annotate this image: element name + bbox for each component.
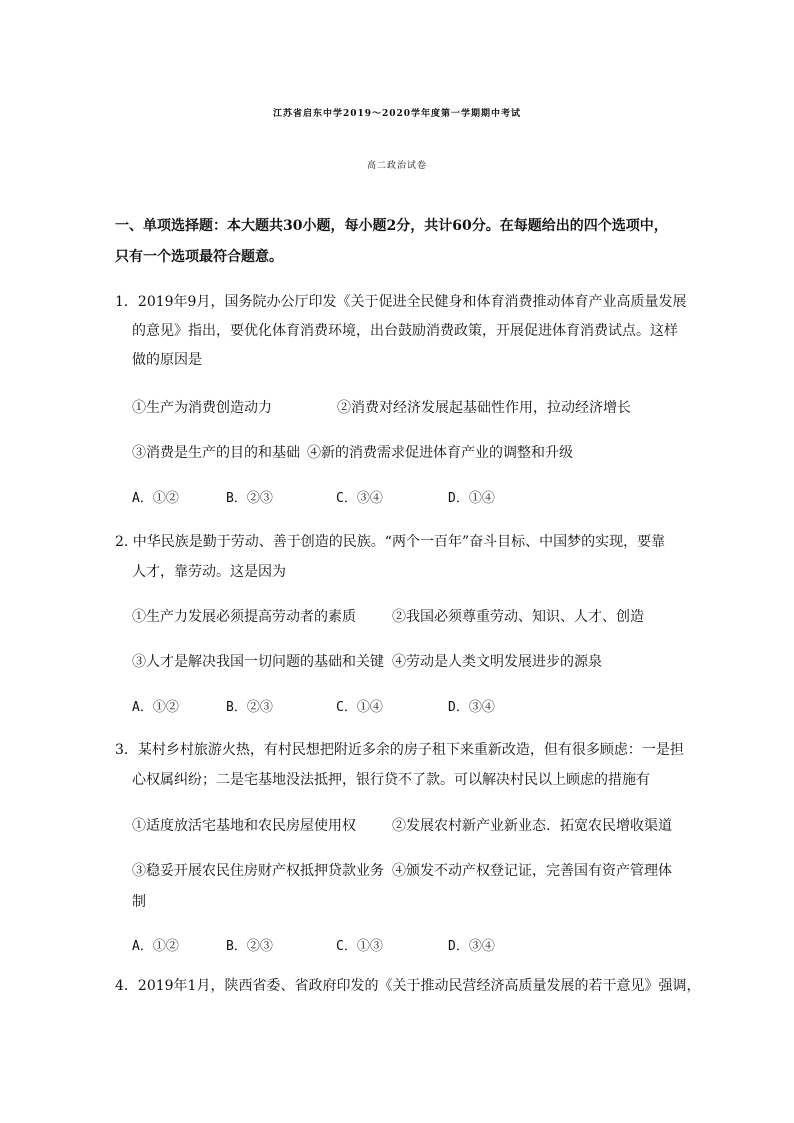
- option-4-continued: 制: [132, 894, 146, 910]
- exam-subtitle: 高二政治试卷: [366, 161, 427, 171]
- answer-choice-c: C．①④: [336, 700, 383, 715]
- option-4: ④劳动是人类文明发展进步的源泉: [392, 654, 602, 670]
- option-2: ②发展农村新产业新业态．拓宽农民增收渠道: [392, 818, 672, 834]
- section-instructions-line2: 只有一个选项最符合题意。: [115, 249, 283, 265]
- question-stem-line: 做的原因是: [132, 352, 202, 368]
- question-stem-line: 3．某村乡村旅游火热，有村民想把附近多余的房子租下来重新改造，但有很多顾虑：一是担: [115, 742, 684, 758]
- question-stem-line: 的意见》指出，要优化体育消费环境，出台鼓励消费政策，开展促进体育消费试点。这样: [132, 323, 678, 339]
- option-3: ③消费是生产的目的和基础: [132, 445, 300, 461]
- question-stem-line: 2. 中华民族是勤于劳动、善于创造的民族。“两个一百年”奋斗目标、中国梦的实现，要靠: [115, 534, 666, 550]
- answer-choice-b: B．②③: [226, 491, 273, 506]
- option-2: ②消费对经济发展起基础性作用，拉动经济增长: [337, 400, 631, 416]
- question-stem-line: 1．2019年9月，国务院办公厅印发《关于促进全民健身和体育消费推动体育产业高质量发展: [115, 294, 687, 310]
- answer-choice-a: A．①②: [132, 700, 179, 715]
- question-stem-line: 4．2019年1月，陕西省委、省政府印发的《关于推动民营经济高质量发展的若干意见》强调，: [115, 978, 701, 994]
- answer-choice-b: B．②③: [226, 939, 273, 954]
- answer-choice-a: A．①②: [132, 939, 179, 954]
- answer-choice-d: D．③④: [448, 700, 495, 715]
- question-stem-line: 心权属纠纷；二是宅基地没法抵押，银行贷不了款。可以解决村民以上顾虑的措施有: [132, 772, 650, 788]
- option-3: ③稳妥开展农民住房财产权抵押贷款业务: [132, 863, 384, 879]
- answer-choice-d: D．③④: [448, 939, 495, 954]
- answer-choice-b: B．②③: [226, 700, 273, 715]
- answer-choice-d: D．①④: [448, 491, 495, 506]
- answer-choice-a: A．①②: [132, 491, 179, 506]
- exam-title: 江苏省启东中学2019～2020学年度第一学期期中考试: [272, 109, 522, 119]
- option-4: ④颁发不动产权登记证，完善国有资产管理体: [392, 863, 672, 879]
- option-3: ③人才是解决我国一切问题的基础和关键: [132, 654, 384, 670]
- option-1: ①生产力发展必须提高劳动者的素质: [132, 609, 356, 625]
- option-1: ①适度放活宅基地和农民房屋使用权: [132, 818, 356, 834]
- answer-choice-c: C．③④: [336, 491, 383, 506]
- question-stem-line: 人才，靠劳动。这是因为: [132, 564, 286, 580]
- answer-choice-c: C．①③: [336, 939, 383, 954]
- section-instructions-line1: 一、单项选择题：本大题共30小题，每小题2分，共计60分。在每题给出的四个选项中，: [115, 218, 668, 234]
- option-2: ②我国必须尊重劳动、知识、人才、创造: [392, 609, 644, 625]
- option-4: ④新的消费需求促进体育产业的调整和升级: [307, 445, 573, 461]
- option-1: ①生产为消费创造动力: [132, 400, 272, 416]
